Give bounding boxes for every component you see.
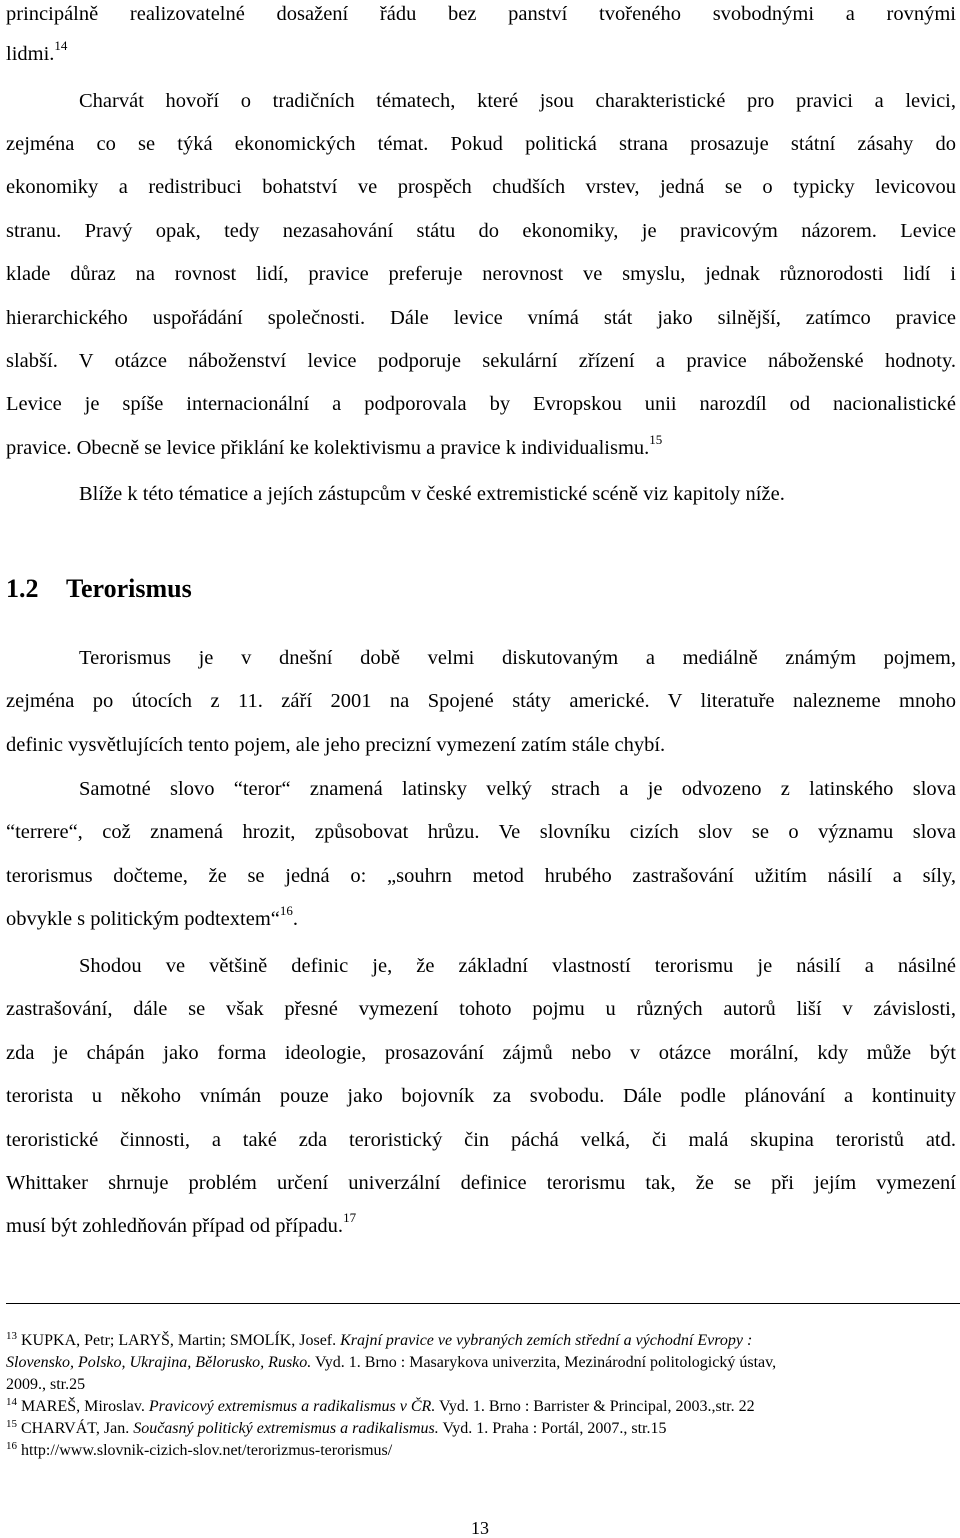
paragraph-line: lidmi.$^{14}$ xyxy=(6,38,68,65)
footnote-16: $^{16}$ http://www.slovnik-cizich-slov.net/terorizmus-terorismus/ xyxy=(6,1440,393,1459)
footnote-ref: 14 xyxy=(54,38,68,53)
paragraph-line: zda je chápán jako forma ideologie, prosazování zájmů nebo v otázce morální, kdy může být xyxy=(6,1042,956,1064)
paragraph-line: teroristické činnosti, a také zda teroristický čin páchá velká, či malá skupina teroristů atd. xyxy=(6,1129,956,1151)
section-number: 1.2 xyxy=(6,574,39,603)
section-title: Terorismus xyxy=(66,574,192,603)
footnote-ref: 15 xyxy=(649,432,663,447)
footnote-link[interactable]: http://www.slovnik-cizich-slov.net/terorizmus-terorismus/ xyxy=(21,1442,393,1459)
paragraph-line: Samotné slovo “teror“ znamená latinsky velký strach a je odvozeno z latinského slova xyxy=(79,778,956,800)
paragraph-line: slabší. V otázce náboženství levice podporuje sekulární zřízení a pravice náboženské hodnoty. xyxy=(6,350,956,372)
section-heading xyxy=(6,574,192,604)
footnote-15: $^{15}$ CHARVÁT, Jan. Současný politický extremismus a radikalismus. Vyd. 1. Praha : Portál, 2007., str.15 xyxy=(6,1418,667,1437)
paragraph-line: obvykle s politickým podtextem“$^{16}$. xyxy=(6,903,298,930)
paragraph-line: musí být zohledňován případ od případu.$^{17}$ xyxy=(6,1210,357,1237)
paragraph-line: hierarchického uspořádání společnosti. Dále levice vnímá stát jako silnější, zatímco pravice xyxy=(6,307,956,329)
paragraph-line: terorista u někoho vnímán pouze jako bojovník za svobodu. Dále podle plánování a kontinuity xyxy=(6,1085,956,1107)
paragraph-line: terorismus dočteme, že se jedná o: „souhrn metod hrubého zastrašování užitím násilí a síly, xyxy=(6,865,956,887)
paragraph-line: zastrašování, dále se však přesné vymezení tohoto pojmu u různých autorů liší v závislosti, xyxy=(6,998,956,1020)
paragraph-line: ekonomiky a redistribuci bohatství ve prospěch chudších vrstev, jedná se o typicky levicovou xyxy=(6,176,956,198)
paragraph-line: stranu. Pravý opak, tedy nezasahování státu do ekonomiky, je pravicovým názorem. Levice xyxy=(6,220,956,242)
paragraph-line: Shodou ve většině definic je, že základní vlastností terorismu je násilí a násilné xyxy=(79,955,956,977)
paragraph-line: Whittaker shrnuje problém určení univerzální definice terorismu tak, že se při jejím vymezení xyxy=(6,1172,956,1194)
footnote-ref: 16 xyxy=(279,903,293,918)
paragraph-line: definic vysvětlujících tento pojem, ale jeho precizní vymezení zatím stále chybí. xyxy=(6,734,666,756)
footnote-13-cont: 2009., str.25 xyxy=(6,1376,86,1393)
paragraph-line: Charvát hovoří o tradičních tématech, které jsou charakteristické pro pravici a levici, xyxy=(79,90,956,112)
footnote-ref: 17 xyxy=(343,1210,357,1225)
paragraph-line: Levice je spíše internacionální a podporovala by Evropskou unii narozdíl od nacionalistické xyxy=(6,393,956,415)
paragraph-line: klade důraz na rovnost lidí, pravice preferuje nerovnost ve smyslu, jednak různorodosti lidí i xyxy=(6,263,956,285)
footnote-14: $^{14}$ MAREŠ, Miroslav. Pravicový extremismus a radikalismus v ČR. Vyd. 1. Brno : Barrister & Principal, 2003.,str. 22 xyxy=(6,1396,755,1415)
paragraph-line: zejména po útocích z 11. září 2001 na Spojené státy americké. V literatuře nalezneme mnoho xyxy=(6,690,956,712)
paragraph-line: “terrere“, což znamená hrozit, způsobovat hrůzu. Ve slovníku cizích slov se o významu slova xyxy=(6,821,956,843)
paragraph-line: zejména co se týká ekonomických témat. Pokud politická strana prosazuje státní zásahy do xyxy=(6,133,956,155)
footnote-separator xyxy=(6,1303,960,1304)
footnote-13: $^{13}$ KUPKA, Petr; LARYŠ, Martin; SMOLÍK, Josef. Krajní pravice ve vybraných zemích střední a východní Evropy : xyxy=(6,1330,753,1349)
page-number: 13 xyxy=(471,1518,489,1538)
paragraph-line: principálně realizovatelné dosažení řádu bez panství tvořeného svobodnými a rovnými xyxy=(6,3,956,25)
paragraph-line: pravice. Obecně se levice přiklání ke kolektivismu a pravice k individualismu.$^{15}$ xyxy=(6,432,663,459)
footnote-13-cont: Slovensko, Polsko, Ukrajina, Bělorusko, Rusko. Vyd. 1. Brno : Masarykova univerzita, Mezinárodní politologický ústav, xyxy=(6,1354,777,1371)
paragraph-line: Terorismus je v dnešní době velmi diskutovaným a mediálně známým pojmem, xyxy=(79,647,956,669)
paragraph-line: Blíže k této tématice a jejích zástupcům v české extremistické scéně viz kapitoly níže. xyxy=(79,483,785,505)
